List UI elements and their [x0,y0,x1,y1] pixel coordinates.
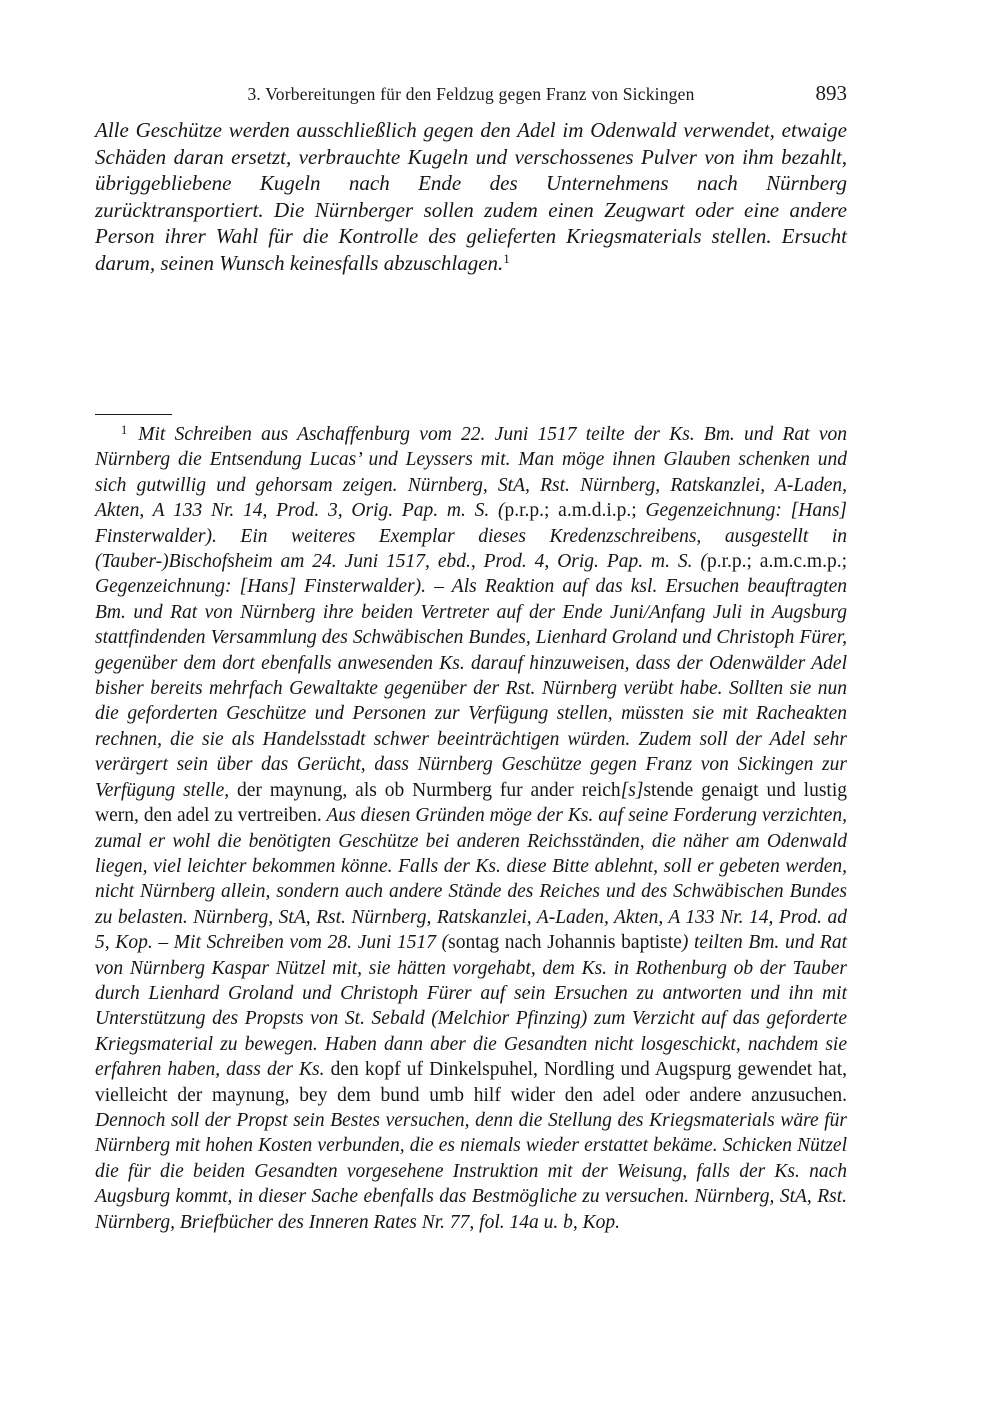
footnote-segment: sontag nach Johannis baptiste [448,932,682,954]
footnote-segment: den kopf uf Dinkelspuhel, Nordling und Augspurg gewendet hat, vielleicht der maynung, bey dem bund umb hilf wider den adel oder andere anzusuchen. [95,1059,847,1106]
footnote-segment: Aus diesen Gründen möge der Ks. auf seine Forderung verzichten, zumal er wohl die benötigten Geschütze bei anderen Reichsständen, die näher am Odenwald liegen, viel leichter bekommen könne. Falls der Ks. diese Bitte ablehnt, soll er gebeten werden, nicht Nürnberg allein, sondern auch andere Stände des Reiches und des Schwäbischen Bundes zu belasten. Nürnberg, StA, Rst. Nürnberg, Ratskanzlei, A-Laden, Akten, A 133 Nr. 14, Prod. ad 5, Kop. – Mit Schreiben vom 28. Juni 1517 ( [95,805,847,954]
footnote-segment: stende genaigt und lustig wern, den adel zu vertreiben. [95,779,847,827]
footnote-text [95,424,847,1233]
page-number: 893 [815,81,847,105]
footnote-segment: p.r.p.; a.m.c.m.p.; [706,551,847,573]
footnote [95,398,847,1235]
footnote-segment: Gegenzeichnung: [Hans] Finsterwalder). Ein weiteres Exemplar dieses Kredenzschreibens, ausgestellt in (Tauber-)Bischofsheim am 24. Juni 1517, ebd., Prod. 4, Orig. Pap. m. S. ( [95,500,847,573]
footnote-segment: p.r.p.; a.m.d.i.p.; [504,500,637,522]
footnote-segment: Gegenzeichnung: [Hans] Finsterwalder). – Als Reaktion auf das ksl. Ersuchen beauftragten Bm. und Rat von Nürnberg ihre beiden Vertreter auf der Ende Juni/Anfang Juli in Augsburg stattfindenden Versammlung des Schwäbischen Bundes, Lienhard Groland und Christoph Fürer, gegenüber dem dort ebenfalls anwesenden Ks. darauf hinzuweisen, dass der Odenwälder Adel bisher bereits mehrfach Gewaltakte gegenüber der Rst. Nürnberg verübt habe. Sollten sie nun die geforderten Geschütze und Personen zur Verfügung stellen, müssten sie mit Racheakten rechnen, die sie als Handelsstadt schwer beeinträchtigen würden. Zudem soll der Adel sehr verärgert sein über das Gerücht, dass Nürnberg Geschütze gegen Franz von Sickingen zur Verfügung stelle, [95,576,847,801]
footnote-segment: Mit Schreiben aus Aschaffenburg vom 22. Juni 1517 teilte der Ks. Bm. und Rat von Nürnberg die Entsendung Lucas’ und Leyssers mit. Man möge ihnen Glauben schenken und sich gutwillig und gehorsam zeigen. Nürnberg, StA, Rst. Nürnberg, Ratskanzlei, A-Laden, Akten, A 133 Nr. 14, Prod. 3, Orig. Pap. m. S. ( [95,424,847,522]
footnote-segment: Dennoch soll der Propst sein Bestes versuchen, denn die Stellung des Kriegsmaterials wäre für Nürnberg mit hohen Kosten verbunden, die es niemals wieder erstattet bekäme. Schicken Nützel die für die beiden Gesandten vorgesehene Instruktion mit der Weisung, falls der Ks. nach Augsburg kommt, in dieser Sache ebenfalls das Bestmögliche zu versuchen. Nürnberg, StA, Rst. Nürnberg, Briefbücher des Inneren Rates Nr. 77, fol. 14a u. b, Kop. [95,1109,847,1233]
footnote-segment: [s] [620,779,644,801]
running-header-title: 3. Vorbereitungen für den Feldzug gegen Franz von Sickingen [247,84,695,104]
footnote-segment: der maynung, als ob Nurmberg fur ander reich [229,779,621,801]
footnote-marker: 1 [121,422,128,437]
summary-text: Alle Geschütze werden ausschließlich gegen den Adel im Odenwald verwendet, etwaige Schäden daran ersetzt, verbrauchte Kugeln und verschossenes Pulver von ihm bezahlt, übriggebliebene Kugeln nach Ende des Unternehmens nach Nürnberg zurücktransportiert. Die Nürnberger sollen zudem einen Zeugwart oder eine andere Person ihrer Wahl für die Kontrolle des gelieferten Kriegsmaterials stellen. Ersucht darum, seinen Wunsch keinesfalls abzuschlagen. [95,118,847,275]
summary-paragraph [95,104,847,277]
footnote-segment: ) teilten Bm. und Rat von Nürnberg Kaspar Nützel mit, sie hätten vorgehabt, dem Ks. in Rothenburg ob der Tauber durch Lienhard Groland und Christoph Fürer auf sein Ersuchen zu antworten und ihn mit Unterstützung des Propsts von St. Sebald (Melchior Pfinzing) zum Verzicht auf das geforderte Kriegsmaterial zu bewegen. Haben dann aber die Gesandten nicht losgeschickt, nachdem sie erfahren haben, dass der Ks. [95,932,847,1081]
footnote-reference: 1 [503,250,510,266]
